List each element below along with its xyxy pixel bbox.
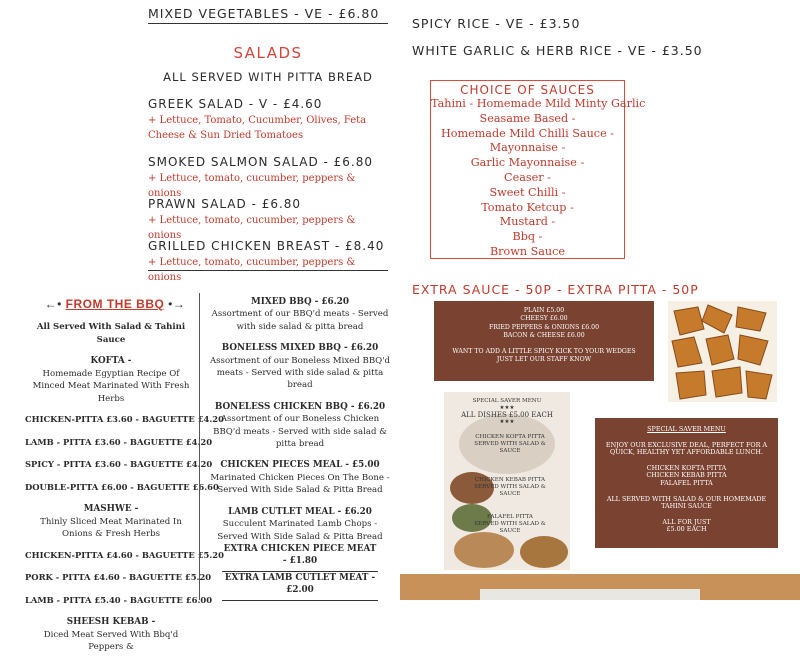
saver-intro: ENJOY OUR EXCLUSIVE DEAL, PERFECT FOR A QUICK, HEALTHY YET AFFORDABLE LUNCH. — [605, 440, 768, 457]
garlic-rice-item: WHITE GARLIC & HERB RICE - VE - £3.50 — [412, 43, 703, 58]
sauce-item: Ceaser - — [504, 170, 551, 184]
bbq-heading — [40, 297, 190, 311]
sauce-item: Homemade Mild Chilli Sauce - — [440, 126, 615, 140]
flyer-item: FALAFEL PITTA SERVED WITH SALAD & SAUCE — [474, 514, 546, 534]
wedges-line: FRIED PEPPERS & ONIONS £6.00 — [488, 323, 600, 331]
star-icon: ★★★ — [499, 405, 515, 411]
saver-price-label: ALL FOR JUST — [662, 517, 711, 526]
sheesh-heading: SHEESH KEBAB - — [66, 617, 156, 627]
salad-item — [148, 155, 388, 201]
mashwe-desc: Thinly Sliced Meat Marinated In Onions & Fresh Herbs — [40, 516, 182, 539]
saver-item: CHICKEN KOFTA PITTA — [646, 463, 727, 472]
mid-item-desc: Succulent Marinated Lamb Chops - Served With Side Salad & Pitta Bread — [217, 519, 383, 542]
saver-flyer-image — [444, 392, 570, 570]
salad-item — [148, 97, 388, 143]
mid-item-heading: LAMB CUTLET MEAL - £6.20 — [228, 506, 372, 517]
saver-menu-box — [595, 418, 778, 548]
saver-item: FALAFEL PITTA — [660, 478, 713, 487]
flyer-item: CHICKEN KOFTA PITTA SERVED WITH SALAD & SAUCE — [474, 434, 546, 454]
salad-name: GRILLED CHICKEN BREAST - £8.40 — [148, 239, 385, 253]
mid-item-heading: BONELESS MIXED BBQ - £6.20 — [221, 343, 379, 354]
mid-item-desc: Assortment of our Boneless Mixed BBQ'd meats - Served with side salad & pitta bread — [209, 355, 391, 391]
salad-desc: + Lettuce, tomato, cucumber, peppers & onions — [148, 173, 356, 199]
staff-note: JUST LET OUR STAFF KNOW — [496, 356, 592, 364]
price-line: PORK - PITTA £4.60 - BAGUETTE £5.20 — [25, 572, 212, 582]
spicy-rice-item: SPICY RICE - VE - £3.50 — [412, 16, 581, 31]
flyer-item: CHICKEN KEBAB PITTA SERVED WITH SALAD & SAUCE — [474, 477, 546, 497]
saver-item: CHICKEN KEBAB PITTA — [646, 471, 727, 480]
flyer-price-note: ALL DISHES £5.00 EACH — [461, 411, 553, 419]
sauce-item: Garlic Mayonnaise - — [470, 156, 585, 170]
sauce-item: Tomato Ketcup - — [481, 200, 574, 214]
price-line: DOUBLE-PITTA £6.00 - BAGUETTE £6.60 — [25, 481, 219, 492]
extra-lamb-item: EXTRA LAMB CUTLET MEAT - £2.00 — [222, 572, 378, 601]
mid-item-desc: Marinated Chicken Pieces On The Bone - Served With Side Salad & Pitta Bread — [210, 472, 390, 496]
wedges-box — [434, 301, 654, 381]
sauce-item: Tahini - Homemade Mild Minty Garlic — [431, 97, 646, 110]
bbq-column — [25, 321, 224, 662]
sauces-title: CHOICE OF SAUCES — [460, 83, 595, 97]
column-divider — [199, 293, 200, 600]
sauce-item: Mustard - — [499, 215, 556, 229]
saver-price: £5.00 EACH — [666, 525, 707, 534]
sauce-item: Bbq - — [512, 230, 543, 244]
price-line: SPICY - PITTA £3.60 - BAGUETTE £4.20 — [25, 459, 213, 469]
extras-line: EXTRA SAUCE - 50P - EXTRA PITTA - 50P — [412, 282, 699, 297]
kofta-desc: Homemade Egyptian Recipe Of Minced Meat Marinated With Fresh Herbs — [32, 368, 190, 404]
wedges-line: PLAIN £5.00 — [523, 307, 565, 314]
salads-heading: SALADS — [233, 44, 303, 62]
price-line: CHICKEN-PITTA £4.60 - BAGUETTE £5.20 — [25, 549, 224, 560]
right-arrow-icon: •→ — [168, 297, 186, 311]
salad-desc: + Lettuce, tomato, cucumber, peppers & onions — [148, 257, 356, 283]
bottom-food-image — [480, 589, 700, 600]
sauce-item: Sweet Chilli - — [489, 185, 566, 199]
salad-desc: + Lettuce, Tomato, Cucumber, Olives, Feta Cheese & Sun Dried Tomatoes — [148, 115, 367, 141]
wedges-line: BACON & CHEESE £6.00 — [503, 331, 585, 339]
saver-served: ALL SERVED WITH SALAD & OUR HOMEMADE TAHINI SAUCE — [606, 494, 767, 511]
mid-item-desc: Assortment of our BBQ'd meats - Served with side salad & pitta bread — [211, 309, 389, 332]
sauces-box — [430, 80, 646, 259]
salad-item — [148, 197, 388, 243]
salads-divider — [148, 270, 388, 271]
price-line: CHICKEN-PITTA £3.60 - BAGUETTE £4.20 — [25, 414, 224, 424]
mid-item-heading: CHICKEN PIECES MEAL - £5.00 — [220, 460, 380, 471]
salad-name: SMOKED SALMON SALAD - £6.80 — [148, 155, 374, 169]
saver-title: SPECIAL SAVER MENU — [647, 425, 726, 433]
salad-name: GREEK SALAD - V - £4.60 — [148, 97, 323, 111]
mid-item-heading: BONELESS CHICKEN BBQ - £6.20 — [214, 401, 386, 412]
extra-chicken-item: EXTRA CHICKEN PIECE MEAT - £1.80 — [222, 543, 378, 572]
left-arrow-icon: ←• — [44, 297, 62, 311]
mixed-veg-item: MIXED VEGETABLES - VE - £6.80 — [148, 6, 388, 24]
mixed-bbq-column — [207, 296, 393, 601]
price-line: LAMB - PITTA £3.60 - BAGUETTE £4.20 — [25, 436, 213, 447]
star-icon: ★★★ — [499, 419, 515, 425]
salads-subheading: ALL SERVED WITH PITTA BREAD — [163, 70, 373, 84]
spicy-kick-note: WANT TO ADD A LITTLE SPICY KICK TO YOUR WEDGES — [452, 348, 636, 356]
mid-item-desc: Assortment of our Boneless Chicken BBQ'd meats - Served with side salad & pitta bread — [213, 414, 387, 450]
sauce-item: Mayonnaise - — [489, 141, 566, 155]
mid-item-heading: MIXED BBQ - £6.20 — [251, 297, 349, 307]
sauce-item: Seasame Based - — [479, 111, 576, 125]
sauce-item: Brown Sauce — [489, 244, 566, 258]
price-line: LAMB - PITTA £5.40 - BAGUETTE £6.00 — [25, 594, 213, 605]
kofta-heading: KOFTA - — [90, 356, 132, 366]
bbq-title: FROM THE BBQ — [65, 297, 165, 311]
mashwe-heading: MASHWE - — [83, 504, 139, 514]
wedges-line: CHEESY £6.00 — [520, 315, 568, 323]
wedges-photo — [668, 301, 777, 402]
salad-name: PRAWN SALAD - £6.80 — [148, 197, 302, 211]
flyer-title: SPECIAL SAVER MENU — [472, 398, 542, 404]
salad-item — [148, 239, 388, 285]
sheesh-desc: Diced Meat Served With Bbq'd Peppers & — [43, 629, 179, 652]
salad-desc: + Lettuce, tomato, cucumber, peppers & onions — [148, 215, 356, 241]
bbq-served-note: All Served With Salad & Tahini Sauce — [36, 322, 186, 345]
